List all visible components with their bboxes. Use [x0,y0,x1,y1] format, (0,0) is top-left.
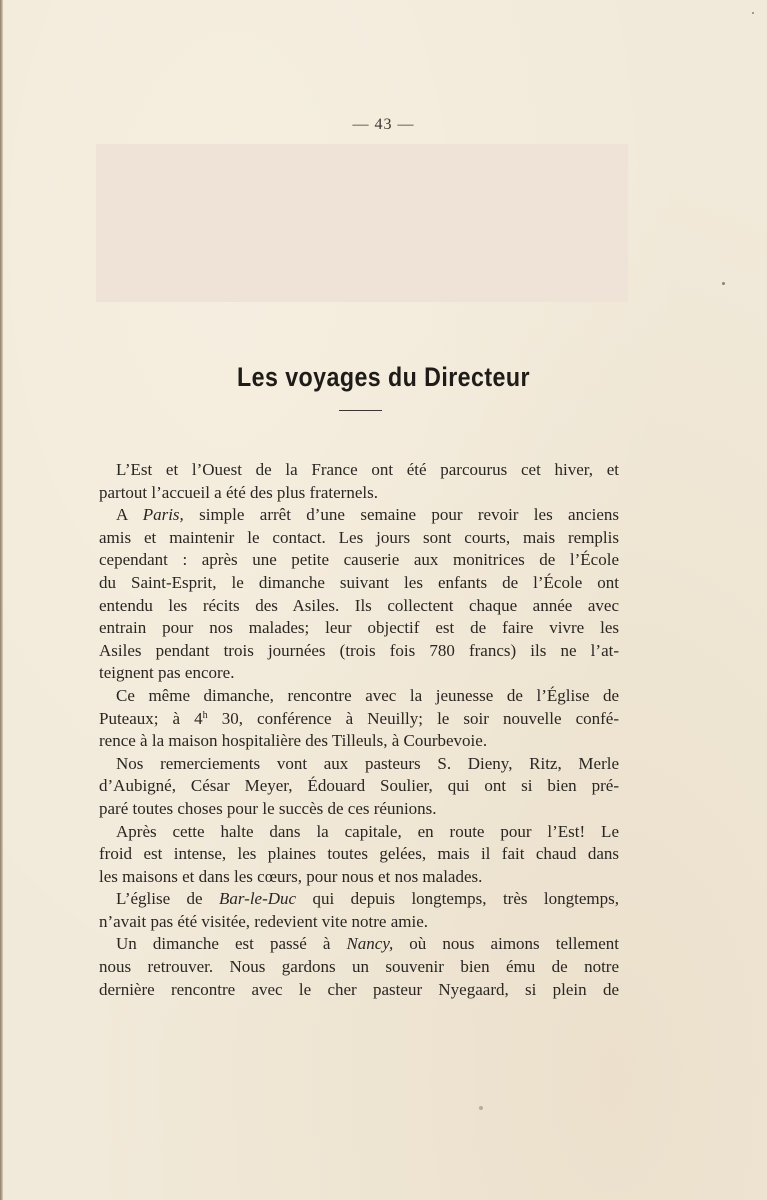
text-line: froid est intense, les plaines toutes gelées, mais il fait chaud dans [99,844,619,864]
text-line: entrain pour nos malades; leur objectif est de faire vivre les [99,618,619,638]
text-line: n’avait pas été visitée, redevient vite notre amie. [99,911,429,931]
text-line: Puteaux; à 4$^h$ 30, conférence à Neuilly; le soir nouvelle confé- [99,708,619,728]
text-line: partout l’accueil a été des plus fraternels. [99,482,378,502]
article-title: Les voyages du Directeur [237,362,530,392]
text-line: L’Est et l’Ouest de la France ont été parcourus cet hiver, et [116,460,619,479]
paper-speck [479,1106,483,1110]
page-number: — 43 — [352,116,415,133]
text-line: Nos remerciements vont aux pasteurs S. Dieny, Ritz, Merle [116,753,619,773]
paper-speck [752,12,754,14]
text-line: les maisons et dans les cœurs, pour nous et nos malades. [99,866,483,886]
text-line: teignent pas encore. [99,663,235,683]
redacted-region [96,144,628,302]
text-line: Asiles pendant trois journées (trois fois 780 francs) ils ne l’at- [99,640,619,660]
title-divider [339,410,382,411]
text-line: amis et maintenir le contact. Les jours sont courts, mais remplis [99,527,619,547]
page-edge-shadow [0,0,3,1200]
text-line: A Paris, simple arrêt d’une semaine pour revoir les anciens [116,505,620,525]
text-line: Ce même dimanche, rencontre avec la jeunesse de l’Église de [116,685,619,705]
text-line: dernière rencontre avec le cher pasteur Nyegaard, si plein de [99,979,619,999]
text-line: d’Aubigné, César Meyer, Édouard Soulier, qui ont si bien pré- [99,776,619,796]
text-line: entendu les récits des Asiles. Ils collectent chaque année avec [99,595,619,615]
text-line: rence à la maison hospitalière des Tilleuls, à Courbevoie. [99,731,488,751]
text-line: paré toutes choses pour le succès de ces réunions. [99,798,437,818]
text-line: Un dimanche est passé à Nancy, où nous aimons tellement [116,934,619,954]
text-line: cependant : après une petite causerie aux monitrices de l’École [99,550,619,570]
text-line: du Saint-Esprit, le dimanche suivant les enfants de l’École ont [99,572,619,592]
text-line: L’église de Bar-le-Duc qui depuis longtemps, très longtemps, [116,889,619,909]
text-line: Après cette halte dans la capitale, en route pour l’Est! Le [116,821,619,841]
article-body [99,459,620,1001]
paper-speck [722,282,725,285]
text-line: nous retrouver. Nous gardons un souvenir bien ému de notre [99,957,619,977]
